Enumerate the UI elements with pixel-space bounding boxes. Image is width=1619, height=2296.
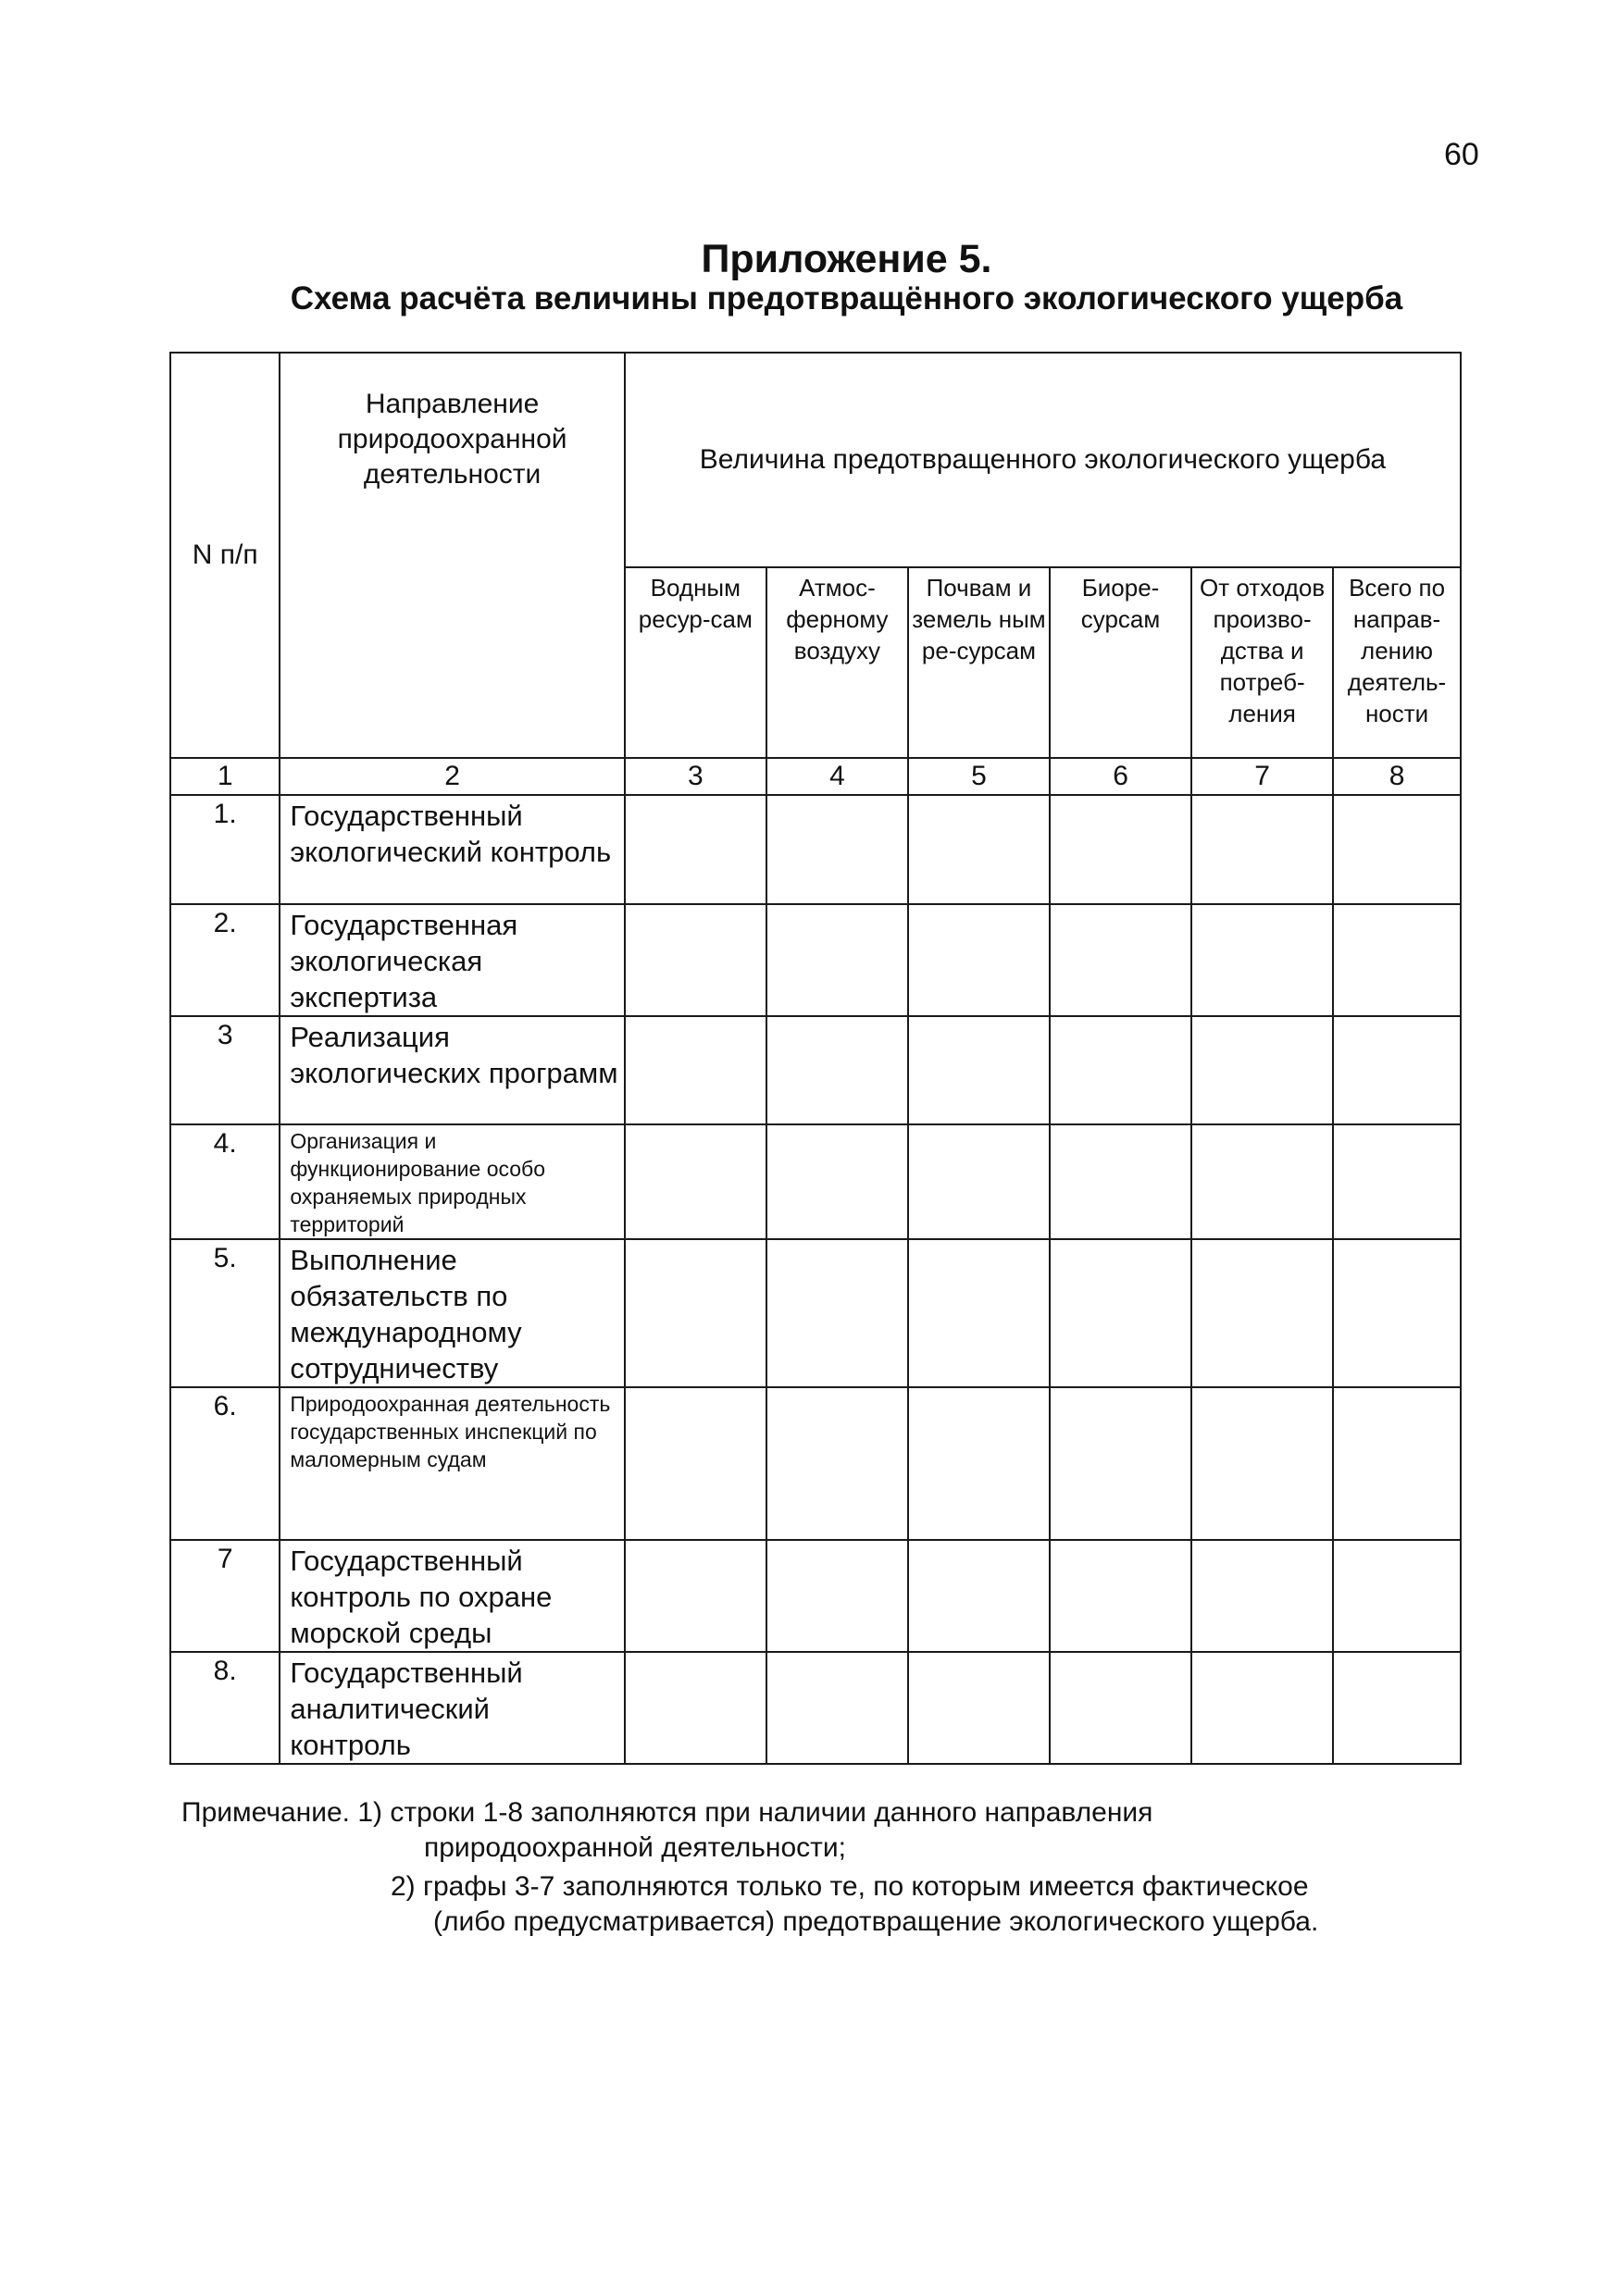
empty-cell <box>908 1016 1050 1124</box>
empty-cell <box>1191 1239 1333 1387</box>
table-row <box>170 1540 1461 1652</box>
empty-cell <box>1191 1016 1333 1124</box>
row-direction: Государственная экологическая экспертиза <box>280 904 624 1016</box>
header-waste: От отходов произво-дства и потреб-ления <box>1191 567 1333 758</box>
empty-cell <box>1333 1124 1461 1239</box>
empty-cell <box>1050 1652 1191 1764</box>
header-total: Всего по направ-лению деятель-ности <box>1333 567 1461 758</box>
empty-cell <box>908 1540 1050 1652</box>
column-number: 1 <box>170 758 280 795</box>
column-number: 3 <box>625 758 766 795</box>
empty-cell <box>908 1387 1050 1540</box>
empty-cell <box>1333 904 1461 1016</box>
column-number: 4 <box>766 758 908 795</box>
empty-cell <box>908 1652 1050 1764</box>
empty-cell <box>1191 904 1333 1016</box>
empty-cell <box>625 1016 766 1124</box>
empty-cell <box>766 1124 908 1239</box>
empty-cell <box>1333 1540 1461 1652</box>
header-water: Водным ресур-сам <box>625 567 766 758</box>
footnote-line: Примечание. 1) строки 1-8 заполняются при наличии данного направления <box>181 1797 1153 1828</box>
empty-cell <box>908 1124 1050 1239</box>
column-number: 6 <box>1050 758 1191 795</box>
empty-cell <box>766 1387 908 1540</box>
empty-cell <box>1050 1016 1191 1124</box>
empty-cell <box>908 795 1050 904</box>
empty-cell <box>1191 1540 1333 1652</box>
empty-cell <box>1191 795 1333 904</box>
damage-table <box>169 352 1462 1765</box>
empty-cell <box>625 904 766 1016</box>
header-number: N п/п <box>170 353 280 758</box>
footnote-line: 2) графы 3-7 заполняются только те, по которым имеется фактическое <box>391 1871 1309 1902</box>
empty-cell <box>625 1239 766 1387</box>
column-number: 7 <box>1191 758 1333 795</box>
table-row <box>170 1387 1461 1540</box>
table-row <box>170 904 1461 1016</box>
row-direction: Природоохранная деятельность государственных инспекций по маломерным судам <box>280 1387 624 1540</box>
header-air: Атмос-ферному воздуху <box>766 567 908 758</box>
footnote-line: (либо предусматривается) предотвращение экологического ущерба. <box>433 1906 1319 1937</box>
row-number: 2. <box>170 904 280 1016</box>
row-number: 8. <box>170 1652 280 1764</box>
table-row <box>170 795 1461 904</box>
empty-cell <box>1050 1540 1191 1652</box>
page-subtitle: Схема расчёта величины предотвращённого экологического ущерба <box>290 280 1403 316</box>
empty-cell <box>1333 1652 1461 1764</box>
table-row <box>170 1239 1461 1387</box>
empty-cell <box>766 795 908 904</box>
row-direction: Государственный экологический контроль <box>280 795 624 904</box>
table-row <box>170 1124 1461 1239</box>
table-row <box>170 1652 1461 1764</box>
row-direction: Реализация экологических программ <box>280 1016 624 1124</box>
row-direction: Государственный аналитический контроль <box>280 1652 624 1764</box>
table-row <box>170 1016 1461 1124</box>
empty-cell <box>1050 795 1191 904</box>
empty-cell <box>1191 1652 1333 1764</box>
empty-cell <box>1333 1239 1461 1387</box>
empty-cell <box>1050 1387 1191 1540</box>
column-number: 2 <box>280 758 624 795</box>
empty-cell <box>766 1540 908 1652</box>
empty-cell <box>908 1239 1050 1387</box>
row-number: 6. <box>170 1387 280 1540</box>
page-title: Приложение 5. <box>701 237 992 281</box>
empty-cell <box>766 1016 908 1124</box>
row-number: 1. <box>170 795 280 904</box>
row-number: 5. <box>170 1239 280 1387</box>
empty-cell <box>1050 1124 1191 1239</box>
empty-cell <box>625 1652 766 1764</box>
empty-cell <box>766 904 908 1016</box>
row-number: 7 <box>170 1540 280 1652</box>
empty-cell <box>908 904 1050 1016</box>
row-direction: Организация и функционирование особо охраняемых природных территорий <box>280 1124 624 1239</box>
empty-cell <box>625 795 766 904</box>
empty-cell <box>625 1540 766 1652</box>
row-direction: Государственный контроль по охране морской среды <box>280 1540 624 1652</box>
empty-cell <box>1333 795 1461 904</box>
empty-cell <box>1050 904 1191 1016</box>
header-direction: Направление природоохранной деятельности <box>280 353 624 758</box>
column-number-row <box>170 758 1461 795</box>
row-number: 4. <box>170 1124 280 1239</box>
empty-cell <box>625 1387 766 1540</box>
page-number: 60 <box>1444 137 1479 172</box>
header-soil: Почвам и земель ным ре-сурсам <box>908 567 1050 758</box>
empty-cell <box>1333 1387 1461 1540</box>
empty-cell <box>1191 1387 1333 1540</box>
empty-cell <box>1191 1124 1333 1239</box>
empty-cell <box>1050 1239 1191 1387</box>
empty-cell <box>625 1124 766 1239</box>
empty-cell <box>766 1652 908 1764</box>
row-number: 3 <box>170 1016 280 1124</box>
column-number: 5 <box>908 758 1050 795</box>
row-direction: Выполнение обязательств по международному сотрудничеству <box>280 1239 624 1387</box>
footnote-line: природоохранной деятельности; <box>424 1832 846 1863</box>
header-damage: Величина предотвращенного экологического ущерба <box>625 353 1461 567</box>
header-bio: Биоре-сурсам <box>1050 567 1191 758</box>
column-number: 8 <box>1333 758 1461 795</box>
empty-cell <box>766 1239 908 1387</box>
empty-cell <box>1333 1016 1461 1124</box>
